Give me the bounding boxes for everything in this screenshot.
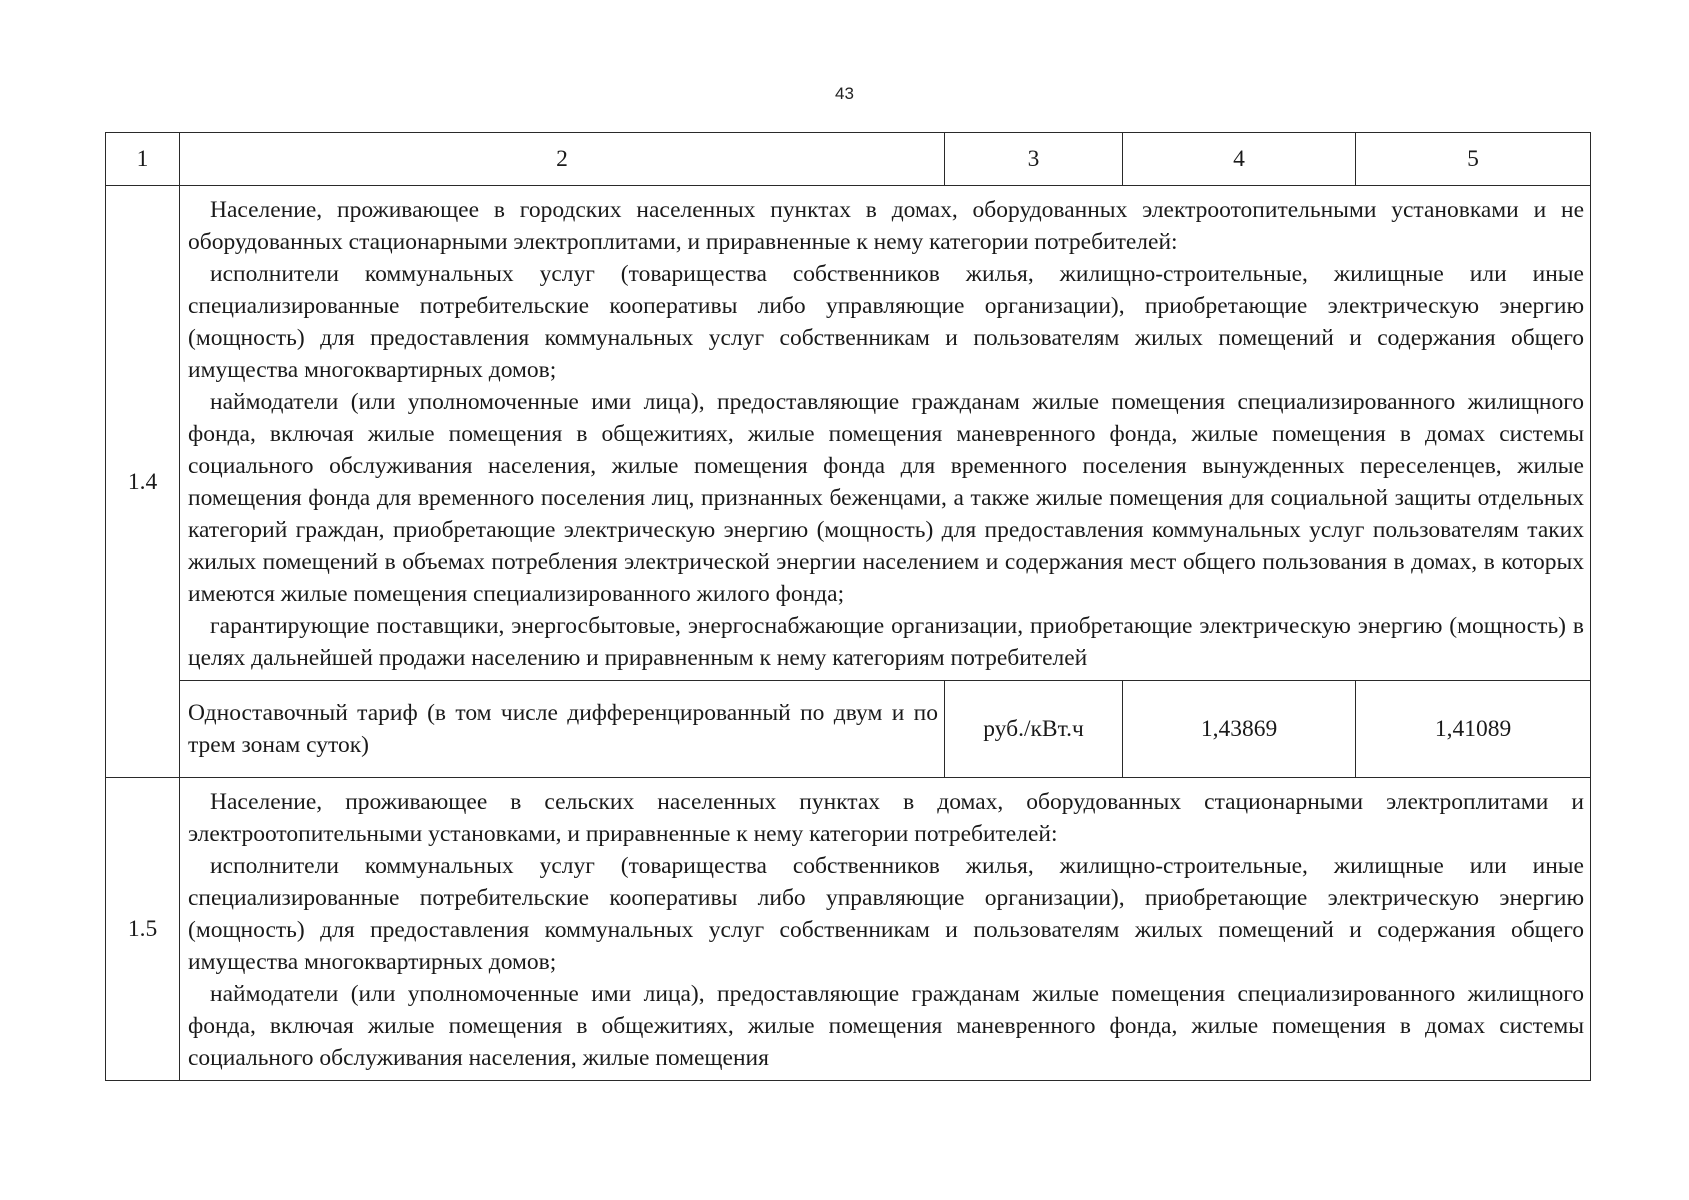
- row-1-4-tariff: [106, 681, 1591, 778]
- paragraph: исполнители коммунальных услуг (товарищества собственников жилья, жилищно-строительные, жилищные или иные специализированные потребительские кооперативы либо управляющие организации), приобретающие электрическую энергию (мощность) для предоставления коммунальных услуг собственникам и пользователям жилых помещений и содержания общего имущества многоквартирных домов;: [188, 261, 1584, 383]
- paragraph: наймодатели (или уполномоченные ими лица), предоставляющие гражданам жилые помещения специализированного жилищного фонда, включая жилые помещения в общежитиях, жилые помещения маневренного фонда, жилые помещения в домах системы социального обслуживания населения, жилые помещения фонда для временного поселения вынужденных переселенцев, жилые помещения фонда для временного поселения лиц, признанных беженцами, а также жилые помещения для социальной защиты отдельных категорий граждан, приобретающие электрическую энергию (мощность) для предоставления коммунальных услуг пользователям таких жилых помещений в объемах потребления электрической энергии населением и содержания мест общего пользования в домах, в которых имеются жилые помещения специализированного жилого фонда;: [188, 389, 1584, 607]
- table-header-row: [106, 133, 1591, 186]
- paragraph: Население, проживающее в сельских населенных пунктах в домах, оборудованных стационарными электроплитами и электроотопительными установками, и приравненные к нему категории потребителей:: [188, 789, 1584, 847]
- row-number-1-4: 1.4: [106, 186, 180, 778]
- header-col-4: 4: [1123, 133, 1356, 186]
- tariff-value-1: 1,43869: [1123, 681, 1356, 778]
- consumer-category-description: [180, 186, 1591, 681]
- row-number-1-5: 1.5: [106, 778, 180, 1081]
- header-col-3: 3: [945, 133, 1123, 186]
- page-number: 43: [835, 84, 854, 103]
- header-col-1: 1: [106, 133, 180, 186]
- row-1-5-description: [106, 778, 1591, 1081]
- paragraph: Население, проживающее в городских населенных пунктах в домах, оборудованных электроотопительными установками и не оборудованных стационарными электроплитами, и приравненные к нему категории потребителей:: [188, 197, 1584, 255]
- tariff-unit: руб./кВт.ч: [945, 681, 1123, 778]
- header-col-2: 2: [180, 133, 945, 186]
- paragraph: исполнители коммунальных услуг (товарищества собственников жилья, жилищно-строительные, жилищные или иные специализированные потребительские кооперативы либо управляющие организации), приобретающие электрическую энергию (мощность) для предоставления коммунальных услуг собственникам и пользователям жилых помещений и содержания общего имущества многоквартирных домов;: [188, 853, 1584, 975]
- tariff-description: Одноставочный тариф (в том числе дифференцированный по двум и по трем зонам суток): [180, 681, 945, 778]
- paragraph: наймодатели (или уполномоченные ими лица), предоставляющие гражданам жилые помещения специализированного жилищного фонда, включая жилые помещения в общежитиях, жилые помещения маневренного фонда, жилые помещения в домах системы социального обслуживания населения, жилые помещения: [188, 981, 1584, 1071]
- paragraph: гарантирующие поставщики, энергосбытовые, энергоснабжающие организации, приобретающие электрическую энергию (мощность) в целях дальнейшей продажи населению и приравненным к нему категориям потребителей: [188, 613, 1584, 671]
- row-1-4-description: [106, 186, 1591, 681]
- tariff-value-2: 1,41089: [1356, 681, 1591, 778]
- tariff-table: [105, 132, 1591, 1081]
- header-col-5: 5: [1356, 133, 1591, 186]
- consumer-category-description: [180, 778, 1591, 1081]
